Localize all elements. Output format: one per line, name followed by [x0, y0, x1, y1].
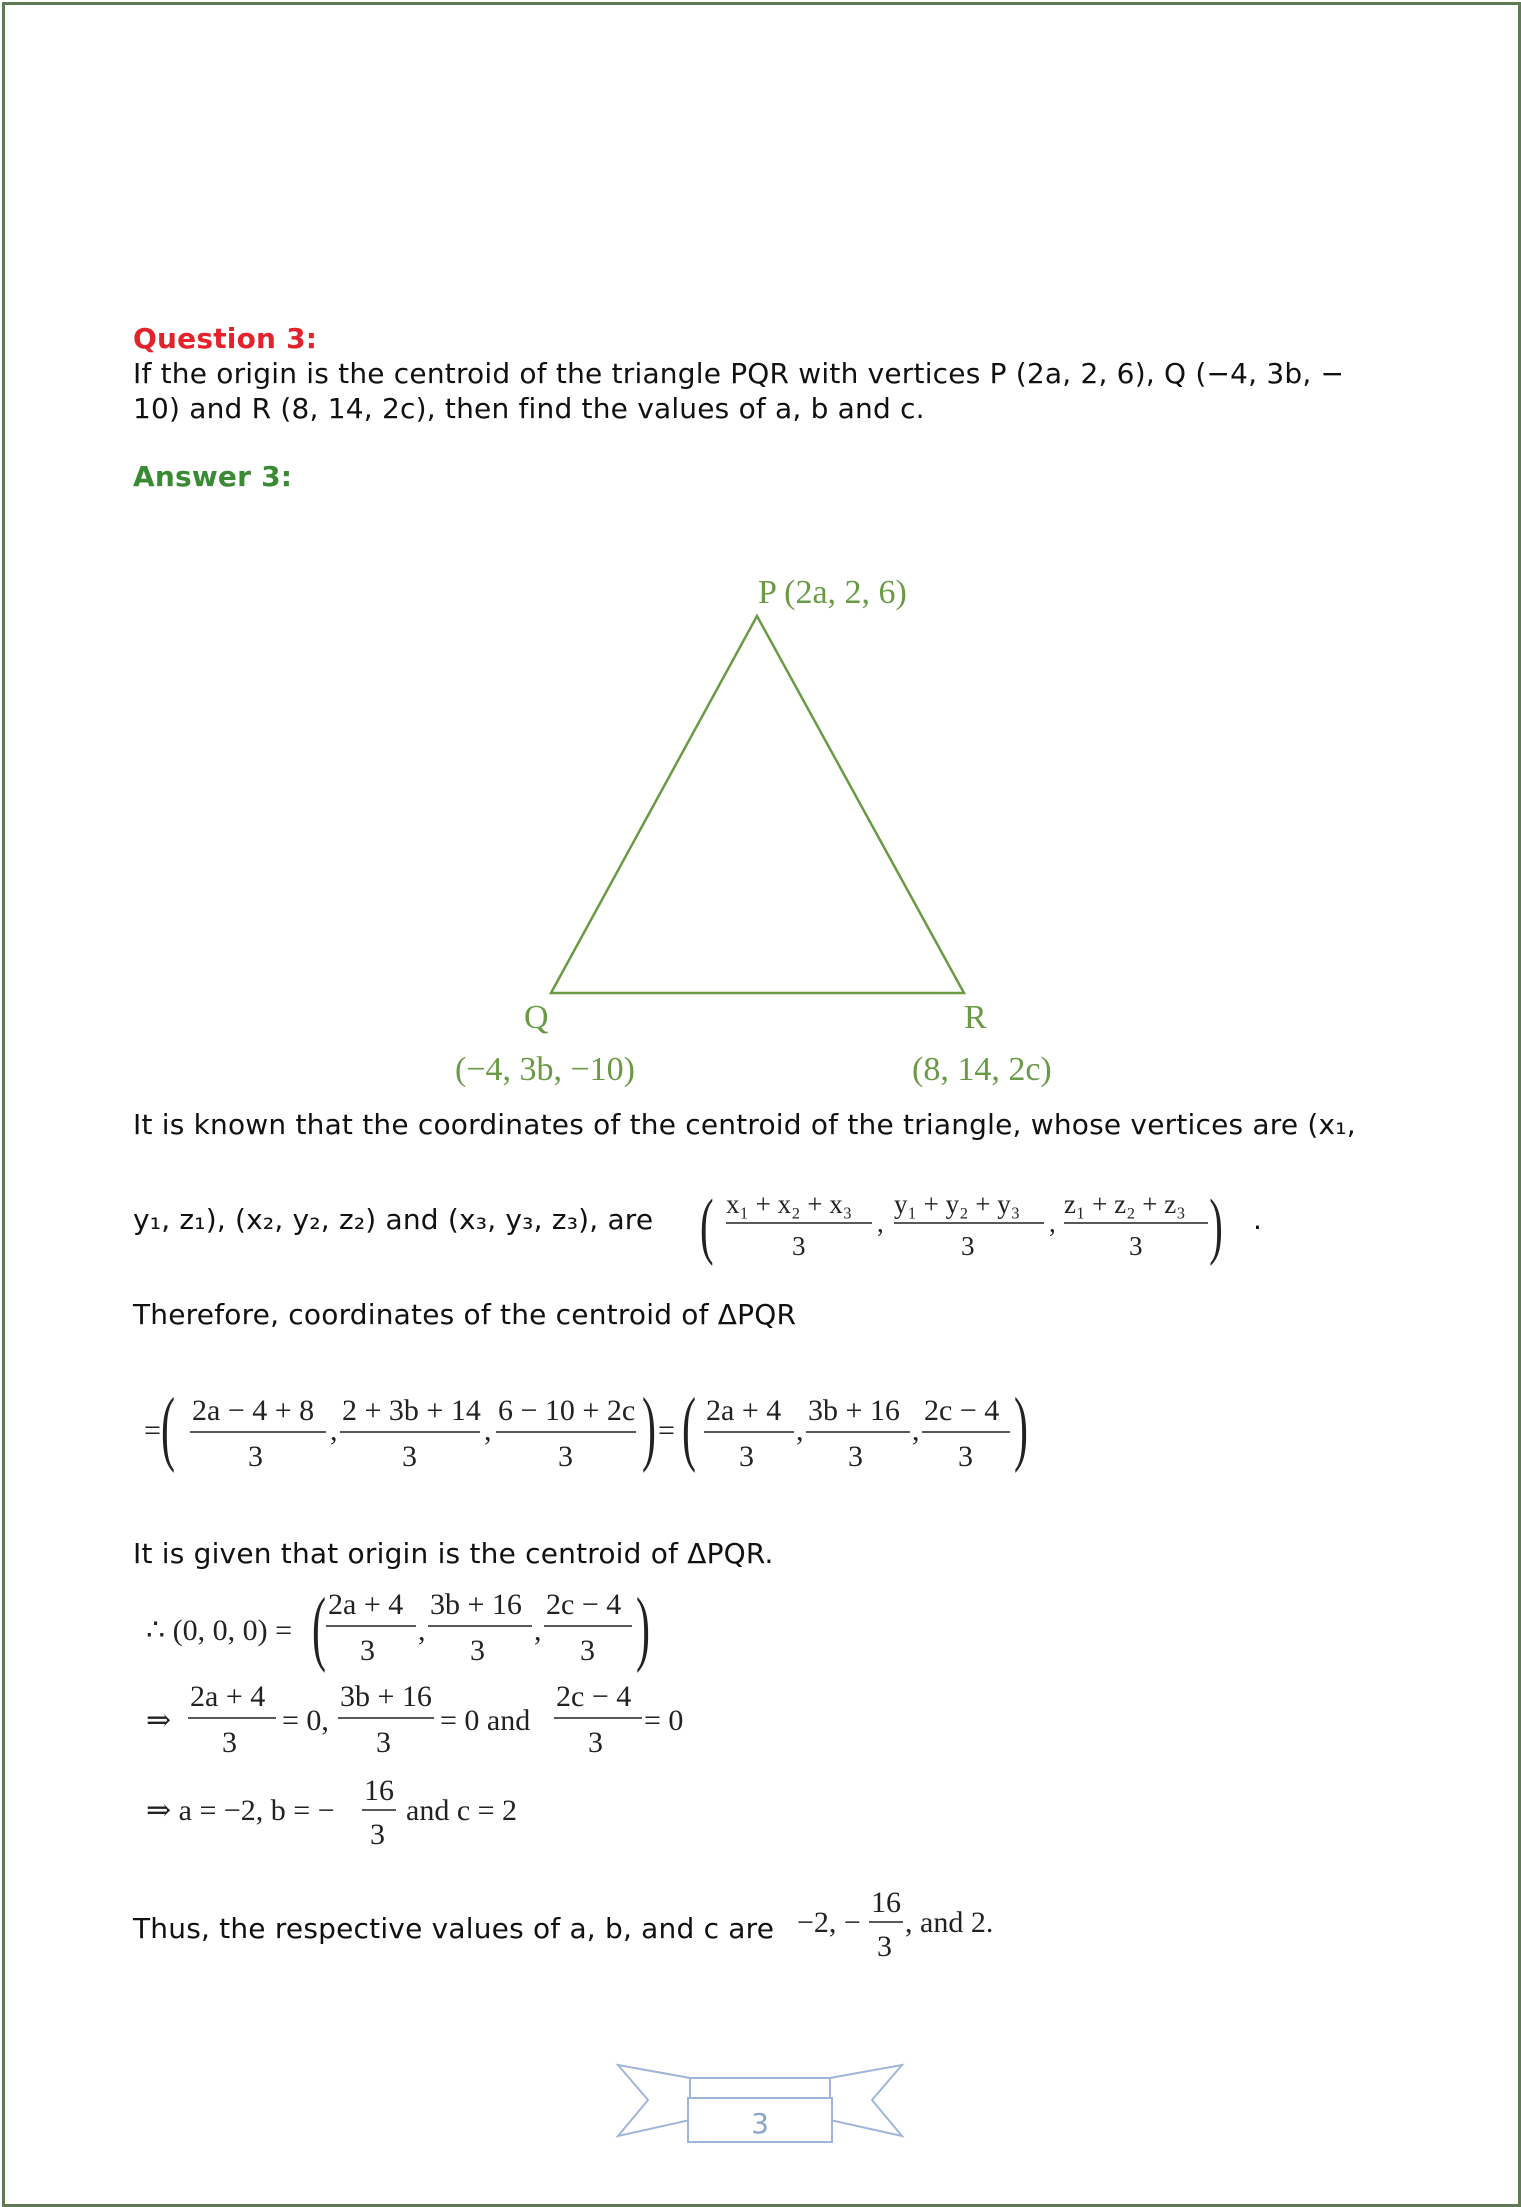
- svg-text:3: 3: [402, 1440, 417, 1473]
- svg-text:,: ,: [484, 1414, 492, 1447]
- given-text: It is given that origin is the centroid of ΔPQR.: [133, 1537, 774, 1570]
- step2-num2: 3b + 16: [430, 1588, 522, 1621]
- formula-num-x: x₁ + x₂ + x₃: [726, 1189, 853, 1219]
- svg-text:(: (: [682, 1381, 696, 1474]
- question-text-line1: If the origin is the centroid of the triangle PQR with vertices P (2a, 2, 6), Q (−4, 3b, −: [133, 357, 1345, 390]
- formula-den-y: 3: [961, 1231, 975, 1261]
- origin-equation: [140, 1580, 740, 1680]
- step4-num: 16: [364, 1774, 394, 1807]
- svg-text:∴ (0, 0, 0) =: ∴ (0, 0, 0) =: [146, 1614, 292, 1647]
- step2-num1: 2a + 4: [328, 1588, 404, 1621]
- svg-text:3: 3: [848, 1440, 863, 1473]
- svg-text:3: 3: [360, 1634, 375, 1667]
- component-equations: [140, 1680, 740, 1770]
- svg-text:⇒: ⇒: [146, 1704, 172, 1737]
- vertex-q-coords: (−4, 3b, −10): [455, 1051, 635, 1088]
- svg-text:3: 3: [376, 1726, 391, 1759]
- step1-num1: 2a − 4 + 8: [192, 1394, 315, 1427]
- svg-text:=: =: [144, 1414, 161, 1447]
- svg-text:,: ,: [912, 1414, 920, 1447]
- svg-text:(: (: [312, 1581, 326, 1674]
- thus-text: Thus, the respective values of a, b, and c are: [133, 1912, 775, 1945]
- step1-num3: 6 − 10 + 2c: [498, 1394, 636, 1427]
- step3-num2: 3b + 16: [340, 1680, 432, 1713]
- svg-text:−2, −: −2, −: [797, 1906, 861, 1939]
- svg-text:, and 2.: , and 2.: [905, 1906, 994, 1939]
- svg-text:,: ,: [1049, 1208, 1056, 1238]
- svg-text:(: (: [161, 1381, 175, 1474]
- svg-text:= 0: = 0: [644, 1704, 684, 1737]
- svg-text:3: 3: [739, 1440, 754, 1473]
- vertices-text: y₁, z₁), (x₂, y₂, z₂) and (x₃, y₃, z₃), are: [133, 1203, 654, 1236]
- final-num: 16: [871, 1886, 901, 1919]
- formula-period: .: [1253, 1203, 1263, 1236]
- formula-den-z: 3: [1129, 1231, 1143, 1261]
- answer-heading: Answer 3:: [133, 460, 293, 493]
- formula-num-y: y₁ + y₂ + y₃: [894, 1189, 1021, 1219]
- svg-text:,: ,: [418, 1614, 426, 1647]
- formula-den-x: 3: [792, 1231, 806, 1261]
- svg-text:): ): [1014, 1381, 1028, 1474]
- svg-text:=: =: [658, 1414, 675, 1447]
- step2-num3: 2c − 4: [546, 1588, 622, 1621]
- svg-text:3: 3: [877, 1930, 892, 1963]
- vertex-r-label: R: [964, 999, 987, 1036]
- step3-num3: 2c − 4: [556, 1680, 632, 1713]
- svg-text:3: 3: [222, 1726, 237, 1759]
- svg-text:⇒ a = −2, b = −: ⇒ a = −2, b = −: [146, 1794, 335, 1827]
- vertex-r-coords: (8, 14, 2c): [912, 1051, 1052, 1088]
- step1-num6: 2c − 4: [924, 1394, 1000, 1427]
- svg-text:,: ,: [877, 1208, 884, 1238]
- svg-text:= 0,: = 0,: [282, 1704, 329, 1737]
- svg-text:= 0 and: = 0 and: [440, 1704, 531, 1737]
- step3-num1: 2a + 4: [190, 1680, 266, 1713]
- close-paren: ): [1209, 1184, 1223, 1267]
- final-answer: [795, 1882, 1035, 1972]
- vertex-q-label: Q: [524, 999, 549, 1036]
- svg-text:): ): [642, 1381, 656, 1474]
- centroid-computation: [140, 1380, 1040, 1480]
- therefore-text: Therefore, coordinates of the centroid of ΔPQR: [133, 1298, 797, 1331]
- svg-text:3: 3: [958, 1440, 973, 1473]
- vertex-p-label: P (2a, 2, 6): [758, 574, 907, 611]
- open-paren: (: [700, 1184, 714, 1267]
- svg-text:,: ,: [330, 1414, 338, 1447]
- centroid-formula: [700, 1180, 1263, 1275]
- step1-num4: 2a + 4: [706, 1394, 782, 1427]
- svg-text:): ): [636, 1581, 650, 1674]
- step1-num5: 3b + 16: [808, 1394, 900, 1427]
- question-heading: Question 3:: [133, 322, 318, 355]
- svg-text:3: 3: [558, 1440, 573, 1473]
- formula-num-z: z₁ + z₂ + z₃: [1064, 1189, 1186, 1219]
- svg-text:3: 3: [588, 1726, 603, 1759]
- svg-text:3: 3: [470, 1634, 485, 1667]
- svg-text:and c = 2: and c = 2: [406, 1794, 518, 1827]
- triangle-diagram: [0, 0, 1521, 1100]
- page-number: 3: [751, 2107, 769, 2140]
- svg-text:,: ,: [796, 1414, 804, 1447]
- solution-values: [140, 1770, 740, 1860]
- step1-num2: 2 + 3b + 14: [342, 1394, 481, 1427]
- known-text: It is known that the coordinates of the centroid of the triangle, whose vertices are (x₁,: [133, 1108, 1356, 1141]
- page-number-ribbon: [610, 2060, 910, 2150]
- triangle-pqr: [551, 616, 964, 993]
- svg-text:3: 3: [580, 1634, 595, 1667]
- svg-text:,: ,: [534, 1614, 542, 1647]
- svg-text:3: 3: [248, 1440, 263, 1473]
- question-text-line2: 10) and R (8, 14, 2c), then find the values of a, b and c.: [133, 392, 925, 425]
- svg-text:3: 3: [370, 1818, 385, 1851]
